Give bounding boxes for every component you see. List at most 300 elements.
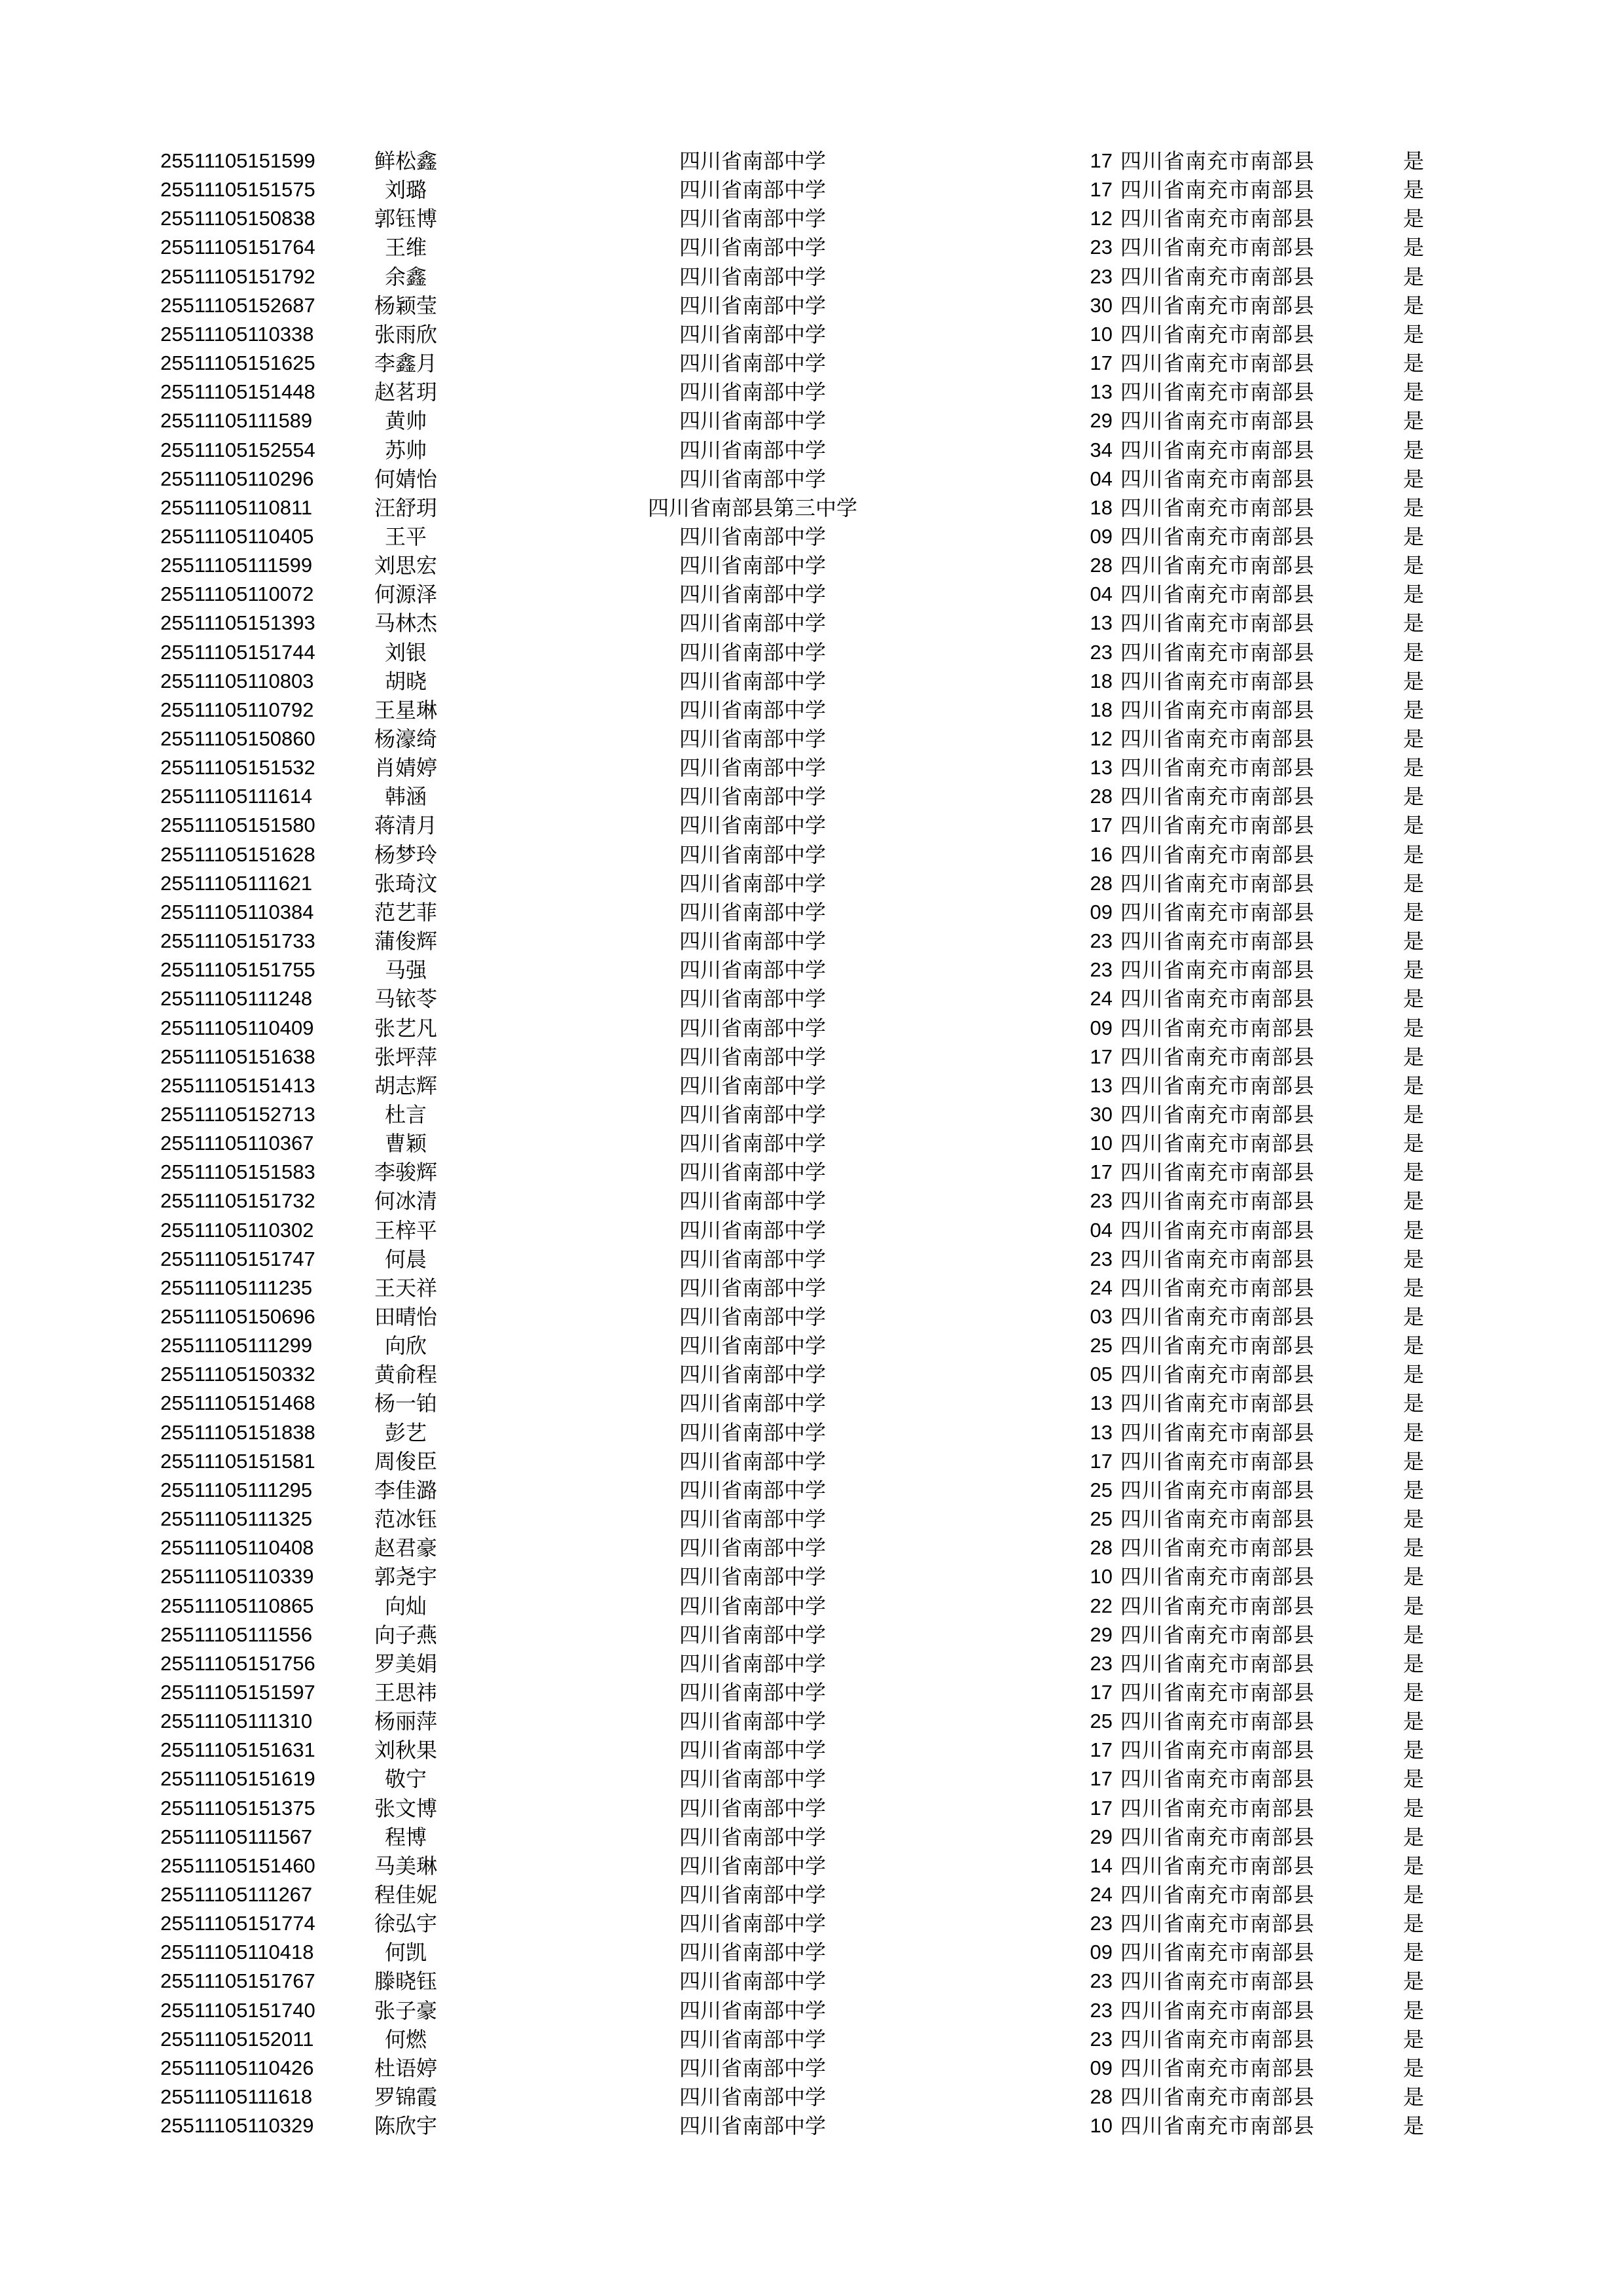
student-id: 25511105110405 [160,524,314,548]
student-id: 25511105151732 [160,1189,315,1213]
table-row [0,1621,1623,1649]
student-name: 程佳妮 [374,1882,437,1907]
region: 四川省南充市南部县 [1120,1911,1315,1937]
student-name: 郭尧宇 [374,1564,437,1590]
code-number: 28 [1090,1536,1113,1560]
student-name: 向欣 [384,1333,427,1359]
table-row [0,1302,1623,1331]
status-flag: 是 [1402,899,1424,925]
region: 四川省南充市南部县 [1120,813,1315,838]
code-number: 28 [1090,871,1113,895]
table-row [0,696,1623,725]
code-number: 17 [1090,1796,1113,1820]
status-flag: 是 [1402,1679,1424,1705]
school-name: 四川省南部中学 [679,1969,826,1994]
student-id: 25511105151733 [160,929,315,953]
status-flag: 是 [1402,1853,1424,1878]
region: 四川省南充市南部县 [1120,264,1315,289]
code-number: 24 [1090,1276,1113,1299]
status-flag: 是 [1402,553,1424,579]
status-flag: 是 [1402,582,1424,607]
code-number: 23 [1090,640,1113,664]
table-row [0,147,1623,175]
table-row [0,465,1623,493]
table-row [0,1996,1623,2025]
school-name: 四川省南部中学 [679,553,826,579]
student-name: 王思祎 [374,1679,437,1705]
school-name: 四川省南部中学 [679,1246,826,1272]
table-row [0,1765,1623,1793]
student-name: 何冰清 [374,1189,437,1214]
student-name: 赵君豪 [374,1535,437,1561]
code-number: 29 [1090,409,1113,433]
status-flag: 是 [1402,380,1424,405]
student-id: 25511105151755 [160,958,315,982]
region: 四川省南充市南部县 [1120,1102,1315,1127]
student-name: 杨濠绮 [374,726,437,751]
code-number: 23 [1090,2027,1113,2051]
school-name: 四川省南部中学 [679,177,826,203]
student-id: 25511105152687 [160,293,315,317]
region: 四川省南充市南部县 [1120,380,1315,405]
region: 四川省南充市南部县 [1120,149,1315,173]
school-name: 四川省南部中学 [679,1593,826,1619]
student-name: 王平 [384,524,427,549]
school-name: 四川省南部中学 [679,1333,826,1359]
region: 四川省南充市南部县 [1120,755,1315,781]
student-id: 25511105110865 [160,1594,314,1617]
student-id: 25511105111618 [160,2085,313,2109]
student-name: 蒋清月 [374,813,437,838]
table-row [0,204,1623,233]
code-number: 12 [1090,207,1113,230]
school-name: 四川省南部中学 [679,524,826,549]
student-id: 25511105111599 [160,554,313,577]
code-number: 13 [1090,1073,1113,1097]
region: 四川省南充市南部县 [1120,524,1315,549]
student-name: 王维 [384,235,427,260]
student-name: 敬宁 [384,1767,427,1792]
school-name: 四川省南部中学 [679,437,826,463]
student-name: 李骏辉 [374,1160,437,1185]
student-id: 25511105152554 [160,438,315,461]
status-flag: 是 [1402,1477,1424,1503]
student-id: 25511105111556 [160,1623,313,1646]
student-name: 何凯 [384,1940,427,1965]
table-row [0,1678,1623,1707]
student-id: 25511105110072 [160,583,314,606]
student-id: 25511105151744 [160,640,315,664]
table-row [0,1852,1623,1880]
status-flag: 是 [1402,1940,1424,1965]
status-flag: 是 [1402,1535,1424,1561]
status-flag: 是 [1402,958,1424,983]
student-id: 25511105150332 [160,1363,315,1386]
code-number: 24 [1090,1883,1113,1906]
table-row [0,956,1623,984]
student-name: 鲜松鑫 [374,149,437,173]
table-row [0,1909,1623,1938]
region: 四川省南充市南部县 [1120,1969,1315,1994]
student-name: 赵茗玥 [374,380,437,405]
code-number: 23 [1090,1912,1113,1935]
status-flag: 是 [1402,1102,1424,1127]
student-id: 25511105111299 [160,1334,313,1357]
student-id: 25511105151628 [160,842,315,866]
code-number: 23 [1090,1189,1113,1213]
region: 四川省南充市南部县 [1120,1015,1315,1041]
region: 四川省南充市南部县 [1120,611,1315,636]
status-flag: 是 [1402,813,1424,838]
student-id: 25511105110296 [160,467,314,490]
school-name: 四川省南部中学 [679,1882,826,1907]
school-name: 四川省南部中学 [679,1998,826,2023]
code-number: 30 [1090,1102,1113,1126]
student-id: 25511105111295 [160,1478,313,1501]
table-row [0,551,1623,580]
code-number: 04 [1090,583,1113,606]
student-id: 25511105110329 [160,2114,314,2138]
school-name: 四川省南部中学 [679,1477,826,1503]
student-id: 25511105151774 [160,1912,315,1935]
school-name: 四川省南部中学 [679,1015,826,1041]
student-id: 25511105110792 [160,698,314,721]
student-name: 杜言 [384,1102,427,1127]
school-name: 四川省南部中学 [679,755,826,781]
school-name: 四川省南部中学 [679,986,826,1012]
table-row [0,1707,1623,1736]
code-number: 10 [1090,2114,1113,2138]
student-id: 25511105151631 [160,1738,315,1762]
school-name: 四川省南部中学 [679,351,826,376]
table-row [0,725,1623,753]
student-name: 马美琳 [374,1853,437,1878]
school-name: 四川省南部中学 [679,611,826,636]
status-flag: 是 [1402,784,1424,810]
code-number: 17 [1090,1767,1113,1791]
student-name: 范冰钰 [374,1507,437,1532]
school-name: 四川省南部中学 [679,1275,826,1300]
code-number: 03 [1090,1305,1113,1328]
status-flag: 是 [1402,264,1424,289]
region: 四川省南充市南部县 [1120,726,1315,751]
status-flag: 是 [1402,1564,1424,1590]
region: 四川省南充市南部县 [1120,1824,1315,1850]
status-flag: 是 [1402,1709,1424,1734]
status-flag: 是 [1402,1420,1424,1445]
student-name: 滕晓钰 [374,1969,437,1994]
region: 四川省南充市南部县 [1120,1679,1315,1705]
student-name: 杨梦玲 [374,842,437,867]
status-flag: 是 [1402,1767,1424,1792]
code-number: 12 [1090,727,1113,750]
student-name: 刘思宏 [374,553,437,579]
code-number: 25 [1090,1710,1113,1733]
table-row [0,1187,1623,1215]
student-id: 25511105151838 [160,1420,315,1444]
code-number: 09 [1090,524,1113,548]
school-name: 四川省南部中学 [679,380,826,405]
table-row [0,1216,1623,1245]
region: 四川省南充市南部县 [1120,1217,1315,1243]
school-name: 四川省南部中学 [679,784,826,810]
region: 四川省南充市南部县 [1120,235,1315,260]
status-flag: 是 [1402,668,1424,694]
status-flag: 是 [1402,1246,1424,1272]
region: 四川省南充市南部县 [1120,842,1315,867]
code-number: 22 [1090,1594,1113,1617]
student-id: 25511105151597 [160,1680,315,1704]
student-id: 25511105110426 [160,2056,314,2079]
region: 四川省南充市南部县 [1120,351,1315,376]
region: 四川省南充市南部县 [1120,206,1315,232]
school-name: 四川省南部中学 [679,1044,826,1069]
region: 四川省南充市南部县 [1120,2113,1315,2139]
table-row [0,840,1623,869]
student-name: 张雨欣 [374,321,437,347]
student-name: 张子豪 [374,1998,437,2023]
student-name: 杨一铂 [374,1391,437,1416]
code-number: 04 [1090,467,1113,490]
status-flag: 是 [1402,1448,1424,1474]
status-flag: 是 [1402,1391,1424,1416]
status-flag: 是 [1402,1882,1424,1907]
status-flag: 是 [1402,466,1424,492]
student-id: 25511105111248 [160,987,313,1011]
code-number: 10 [1090,1132,1113,1155]
student-id: 25511105151413 [160,1073,315,1097]
school-name: 四川省南部中学 [679,726,826,751]
school-name: 四川省南部中学 [679,1507,826,1532]
region: 四川省南充市南部县 [1120,929,1315,954]
student-name: 苏帅 [384,437,427,463]
region: 四川省南充市南部县 [1120,1477,1315,1503]
table-row [0,2111,1623,2140]
code-number: 14 [1090,1854,1113,1877]
table-row [0,2083,1623,2111]
school-name: 四川省南部中学 [679,1738,826,1763]
code-number: 25 [1090,1478,1113,1501]
student-name: 胡晓 [384,668,427,694]
code-number: 28 [1090,554,1113,577]
code-number: 05 [1090,1363,1113,1386]
student-name: 杜语婷 [374,2055,437,2081]
student-id: 25511105151532 [160,756,315,780]
school-name: 四川省南部中学 [679,1853,826,1878]
region: 四川省南充市南部县 [1120,437,1315,463]
table-row [0,1360,1623,1389]
school-name: 四川省南部中学 [679,1911,826,1937]
student-id: 25511105151580 [160,814,315,837]
status-flag: 是 [1402,1073,1424,1098]
region: 四川省南充市南部县 [1120,1246,1315,1272]
student-name: 王梓平 [374,1217,437,1243]
table-row [0,1418,1623,1447]
student-id: 25511105151638 [160,1045,315,1068]
student-id: 25511105151375 [160,1796,315,1820]
region: 四川省南充市南部县 [1120,495,1315,520]
school-name: 四川省南部中学 [679,1160,826,1185]
student-id: 25511105111235 [160,1276,313,1299]
region: 四川省南充市南部县 [1120,177,1315,203]
table-row [0,609,1623,637]
student-name: 向子燕 [374,1622,437,1647]
status-flag: 是 [1402,149,1424,173]
region: 四川省南充市南部县 [1120,1998,1315,2023]
student-id: 25511105110384 [160,900,314,924]
code-number: 09 [1090,1016,1113,1039]
table-row [0,320,1623,349]
table-row [0,1447,1623,1476]
student-id: 25511105111325 [160,1507,313,1531]
status-flag: 是 [1402,1160,1424,1185]
region: 四川省南充市南部县 [1120,1362,1315,1388]
table-row [0,2025,1623,2054]
code-number: 17 [1090,178,1113,202]
code-number: 10 [1090,322,1113,346]
school-name: 四川省南部中学 [679,2085,826,2110]
student-id: 25511105151764 [160,236,315,259]
status-flag: 是 [1402,1911,1424,1937]
student-id: 25511105111567 [160,1825,313,1848]
region: 四川省南充市南部县 [1120,1131,1315,1157]
code-number: 10 [1090,1565,1113,1588]
school-name: 四川省南部中学 [679,1767,826,1792]
status-flag: 是 [1402,2055,1424,2081]
table-row [0,1505,1623,1534]
student-id: 25511105110339 [160,1565,314,1588]
status-flag: 是 [1402,1824,1424,1850]
region: 四川省南充市南部县 [1120,1275,1315,1300]
school-name: 四川省南部中学 [679,1304,826,1329]
code-number: 17 [1090,1738,1113,1762]
school-name: 四川省南部中学 [679,813,826,838]
student-name: 陈欣宇 [374,2113,437,2139]
table-row [0,1100,1623,1129]
status-flag: 是 [1402,206,1424,232]
school-name: 四川省南部中学 [679,697,826,723]
table-row [0,522,1623,551]
student-id: 25511105110338 [160,322,314,346]
school-name: 四川省南部中学 [679,149,826,173]
region: 四川省南充市南部县 [1120,668,1315,694]
school-name: 四川省南部中学 [679,1824,826,1850]
region: 四川省南充市南部县 [1120,2085,1315,2110]
region: 四川省南充市南部县 [1120,321,1315,347]
student-id: 25511105151625 [160,351,315,375]
code-number: 13 [1090,380,1113,404]
school-name: 四川省南部中学 [679,1391,826,1416]
region: 四川省南充市南部县 [1120,1073,1315,1098]
code-number: 04 [1090,1218,1113,1242]
school-name: 四川省南部中学 [679,2055,826,2081]
status-flag: 是 [1402,1969,1424,1994]
student-id: 25511105151792 [160,264,315,288]
school-name: 四川省南部中学 [679,1131,826,1157]
status-flag: 是 [1402,1304,1424,1329]
table-row [0,1880,1623,1909]
student-name: 张坪萍 [374,1044,437,1069]
table-row [0,1331,1623,1360]
code-number: 23 [1090,1651,1113,1675]
school-name: 四川省南部中学 [679,466,826,492]
student-id: 25511105151575 [160,178,315,202]
code-number: 29 [1090,1623,1113,1646]
table-row [0,782,1623,811]
school-name: 四川省南部中学 [679,1940,826,1965]
status-flag: 是 [1402,755,1424,781]
student-name: 王天祥 [374,1275,437,1300]
region: 四川省南充市南部县 [1120,1564,1315,1590]
school-name: 四川省南部中学 [679,1102,826,1127]
student-name: 彭艺 [384,1420,427,1445]
region: 四川省南充市南部县 [1120,1391,1315,1416]
table-row [0,811,1623,840]
school-name: 四川省南部中学 [679,1189,826,1214]
school-name: 四川省南部中学 [679,408,826,434]
table-row [0,1967,1623,1996]
school-name: 四川省南部中学 [679,668,826,694]
table-row [0,1389,1623,1418]
status-flag: 是 [1402,2026,1424,2052]
student-name: 马铱苓 [374,986,437,1012]
status-flag: 是 [1402,1015,1424,1041]
student-name: 汪舒玥 [374,495,437,520]
student-name: 肖婧婷 [374,755,437,781]
status-flag: 是 [1402,697,1424,723]
code-number: 34 [1090,438,1113,461]
school-name: 四川省南部中学 [679,929,826,954]
student-id: 25511105151460 [160,1854,315,1877]
code-number: 23 [1090,1969,1113,1993]
region: 四川省南充市南部县 [1120,1709,1315,1734]
student-name: 田晴怡 [374,1304,437,1329]
region: 四川省南充市南部县 [1120,2055,1315,2081]
status-flag: 是 [1402,524,1424,549]
table-row [0,1562,1623,1591]
region: 四川省南充市南部县 [1120,784,1315,810]
region: 四川省南充市南部县 [1120,639,1315,665]
student-id: 25511105151583 [160,1160,315,1184]
code-number: 23 [1090,929,1113,953]
region: 四川省南充市南部县 [1120,582,1315,607]
student-name: 黄帅 [384,408,427,434]
student-name: 马林杰 [374,611,437,636]
student-name: 罗锦霞 [374,2085,437,2110]
status-flag: 是 [1402,321,1424,347]
student-id: 25511105152011 [160,2027,314,2051]
school-name: 四川省南部中学 [679,870,826,896]
table-row [0,2054,1623,2083]
status-flag: 是 [1402,870,1424,896]
status-flag: 是 [1402,1795,1424,1821]
table-row [0,927,1623,956]
status-flag: 是 [1402,1622,1424,1647]
region: 四川省南充市南部县 [1120,1622,1315,1647]
student-name: 张艺凡 [374,1015,437,1041]
student-name: 黄俞程 [374,1362,437,1388]
student-id: 25511105151599 [160,149,315,172]
student-name: 徐弘宇 [374,1911,437,1937]
table-row [0,1534,1623,1562]
student-id: 25511105111267 [160,1883,313,1906]
student-name: 余鑫 [384,264,427,289]
student-id: 25511105111621 [160,871,313,895]
status-flag: 是 [1402,1507,1424,1532]
code-number: 17 [1090,1160,1113,1184]
student-id: 25511105150838 [160,207,315,230]
student-name: 程博 [384,1824,427,1850]
